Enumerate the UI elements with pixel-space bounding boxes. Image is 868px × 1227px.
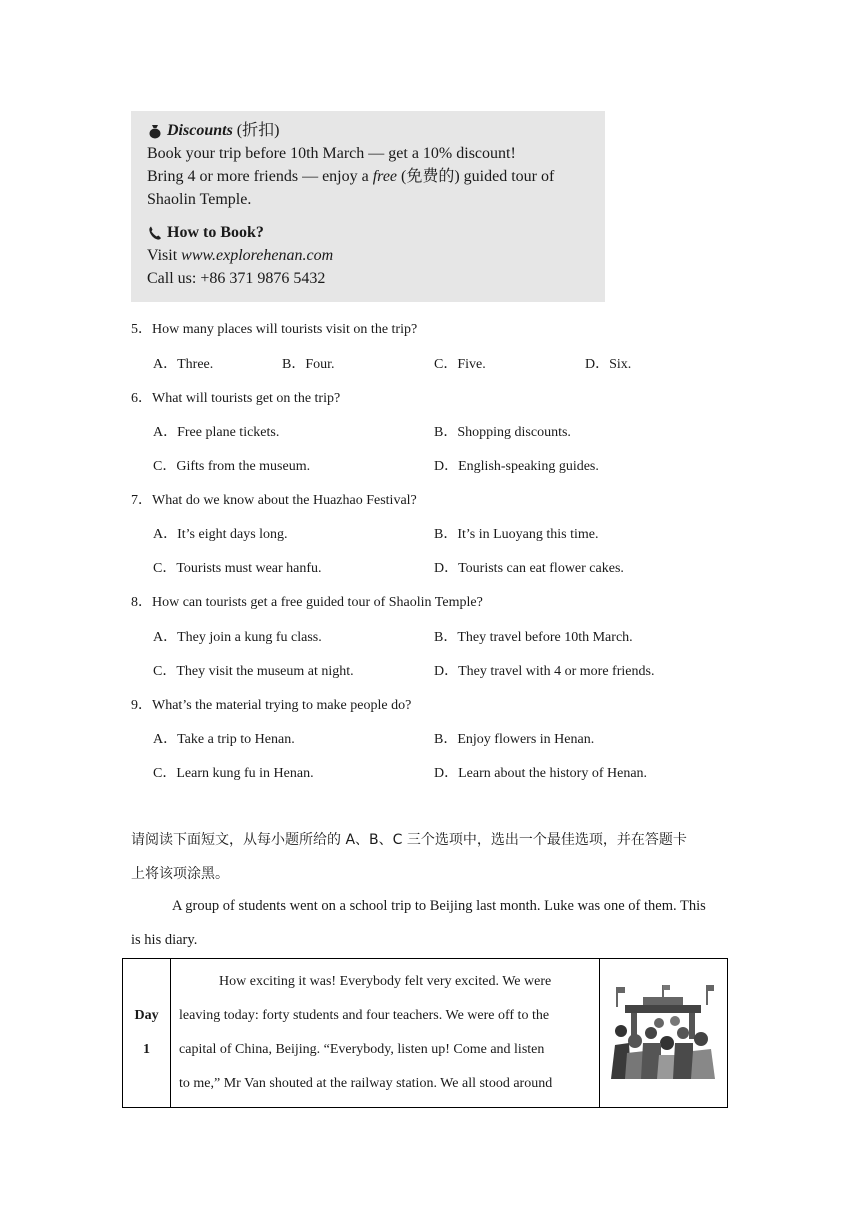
instruction-line-2: 上将该项涂黑。 [131,866,229,882]
discount-line-1: Book your trip before 10th March — get a 10% discount! [147,145,516,162]
option-6c[interactable]: C．Gifts from the museum. [153,459,311,474]
howto-title: How to Book? [167,224,264,241]
howto-heading [147,221,605,244]
discounts-cn: (折扣) [236,122,280,139]
option-8d[interactable]: D．They travel with 4 or more friends. [434,664,655,679]
option-6a[interactable]: A．Free plane tickets. [153,425,280,440]
option-6d[interactable]: D．English-speaking guides. [434,459,599,474]
phone-icon [147,225,163,241]
diary-text-cell [171,959,600,1108]
option-7b[interactable]: B．It’s in Luoyang this time. [434,527,599,542]
option-7d[interactable]: D．Tourists can eat flower cakes. [434,561,624,576]
passage-line-1: A group of students went on a school trip to Beijing last month. Luke was one of them. This [172,898,706,914]
option-5d[interactable]: D．Six. [585,357,632,372]
option-9b[interactable]: B．Enjoy flowers in Henan. [434,732,595,747]
discounts-title: Discounts [167,122,233,139]
diary-line: capital of China, Beijing. “Everybody, listen up! Come and listen [179,1042,545,1057]
question-5: 5．How many places will tourists visit on the trip? [131,322,418,337]
option-9c[interactable]: C．Learn kung fu in Henan. [153,766,314,781]
option-9a[interactable]: A．Take a trip to Henan. [153,732,295,747]
question-9: 9．What’s the material trying to make people do? [131,698,412,713]
option-8b[interactable]: B．They travel before 10th March. [434,630,633,645]
crowd-illustration [609,983,717,1079]
option-8a[interactable]: A．They join a kung fu class. [153,630,322,645]
option-8c[interactable]: C．They visit the museum at night. [153,664,354,679]
option-6b[interactable]: B．Shopping discounts. [434,425,571,440]
diary-table [122,958,728,1108]
question-8: 8．How can tourists get a free guided tour of Shaolin Temple? [131,595,483,610]
diary-row [123,959,728,1108]
option-7c[interactable]: C．Tourists must wear hanfu. [153,561,322,576]
question-7: 7．What do we know about the Huazhao Festival? [131,493,417,508]
option-5b[interactable]: B．Four. [282,357,335,372]
option-9d[interactable]: D．Learn about the history of Henan. [434,766,648,781]
call-line: Call us: +86 371 9876 5432 [147,270,326,287]
visit-line: Visit www.explorehenan.com [147,247,334,264]
question-6: 6．What will tourists get on the trip? [131,391,341,406]
day-label: Day [134,1008,159,1023]
diary-image-cell [599,959,727,1108]
instruction-line-1: 请阅读下面短文，从每小题所给的 A、B、C 三个选项中，选出一个最佳选项，并在答题卡 [131,832,687,848]
diary-line: How exciting it was! Everybody felt very excited. We were [219,974,552,989]
day-cell [123,959,171,1108]
option-7a[interactable]: A．It’s eight days long. [153,527,288,542]
passage-line-2: is his diary. [131,932,198,948]
info-box [131,111,605,302]
money-bag-icon [147,123,163,139]
discount-line-3: Shaolin Temple. [147,191,252,208]
option-5a[interactable]: A．Three. [153,357,214,372]
discount-line-2: Bring 4 or more friends — enjoy a free (免费的) guided tour of [147,168,555,185]
free-word: free [372,168,398,185]
discounts-heading [147,119,605,142]
website-link[interactable]: www.explorehenan.com [181,247,334,264]
option-5c[interactable]: C．Five. [434,357,486,372]
diary-line: to me,” Mr Van shouted at the railway station. We all stood around [179,1076,553,1091]
diary-line: leaving today: forty students and four teachers. We were off to the [179,1008,550,1023]
day-number: 1 [143,1042,151,1057]
